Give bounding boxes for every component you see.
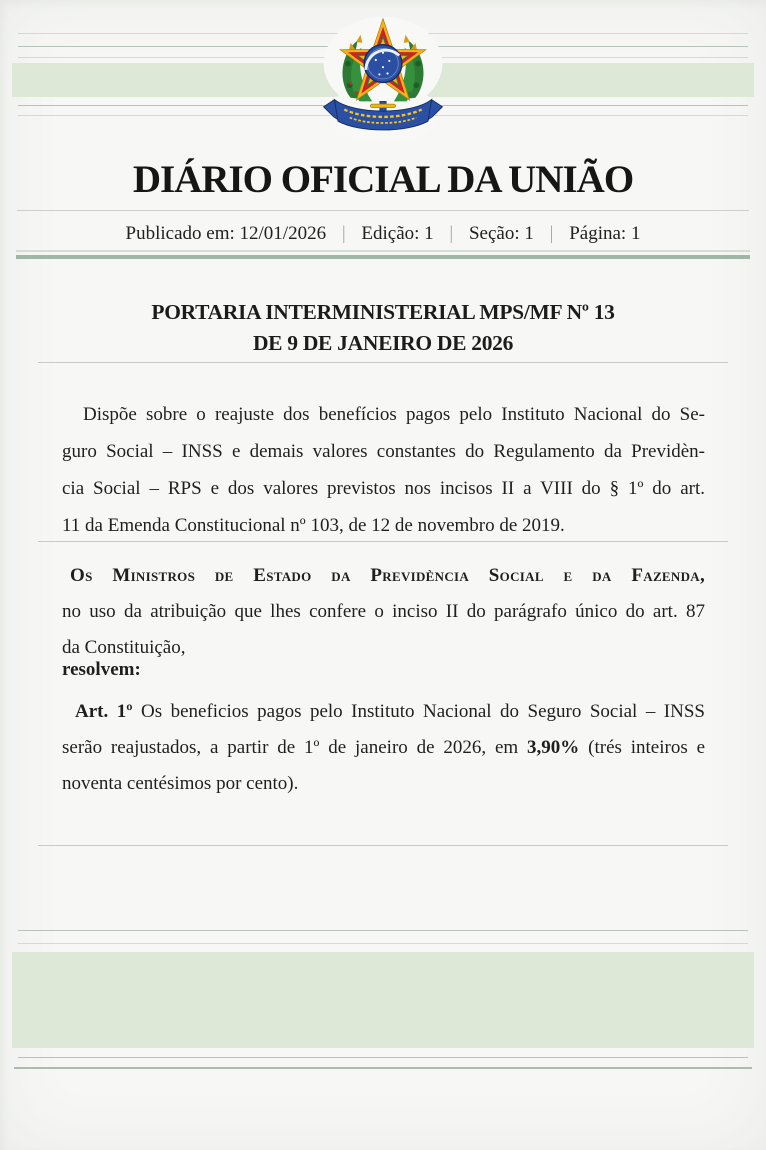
article1-lead: Art. 1º [75,701,133,722]
footer-pattern-line [18,1057,748,1058]
document-title-line2: DE 9 DE JANEIRO DE 2026 [252,331,514,355]
article1-paragraph [62,694,705,802]
section-value: 1 [524,223,534,244]
preamble-line [62,558,705,594]
ementa-line: guro Social – INSS e demais valores constantes do Regulamento da Previdèn- [62,441,705,462]
published-date: 12/01/2026 [239,223,327,244]
article1-line [62,694,705,730]
preamble-line: no uso da atribuição que lhes confere o inciso II do parágrafo único do art. 87 [62,601,705,622]
title-rule [38,362,728,363]
ministers-smallcaps: Os Ministros de Estado da Previdència Social e da Fazenda, [70,565,705,586]
preamble-paragraph [62,558,705,666]
document-title [0,297,766,359]
preamble-line: da Constituição, [62,637,186,658]
end-rule [38,845,728,846]
header-divider-pale [16,250,750,252]
publication-info [0,220,766,248]
ementa-line: Dispõe sobre o reajuste dos benefícios pagos pelo Instituto Nacional do Se- [83,404,705,425]
separator-bar: | [549,223,554,244]
edition-label: Edição: [361,223,420,244]
article1-line1-text: Os beneficios pagos pelo Instituto Nacional do Seguro Social – INSS [132,701,705,722]
article1-line [62,730,705,766]
adjustment-percentage: 3,90% [527,737,580,758]
footer-pattern-line [18,943,748,944]
footer-pattern-line [18,930,748,931]
footer-green-band [12,952,754,1048]
page-label: Página: [569,223,627,244]
article1-line2-pre: serão reajustados, a partir de 1º de janeiro de 2026, em [62,737,528,758]
document-title-line1: PORTARIA INTERMINISTERIAL MPS/MF Nº 13 [151,300,615,324]
separator-bar: | [449,223,454,244]
ementa-paragraph [62,396,705,544]
brazil-coat-of-arms-icon [320,16,446,145]
published-label: Publicado em: [125,223,235,244]
ementa-line: cia Social – RPS e dos valores previstos nos incisos II a VIII do § 1º do art. [62,478,705,499]
ementa-line: 11 da Emenda Constitucional nº 103, de 12 de novembro de 2019. [62,515,565,536]
page-value: 1 [630,223,641,244]
resolve-word: resolvem: [62,659,141,680]
masthead-title: DIÁRIO OFICIAL DA UNIÃO [132,158,634,201]
article1-line2-post: (trés inteiros e [579,737,705,758]
article1-line: noventa centésimos por cento). [62,773,299,794]
footer-bottom-rule [14,1067,752,1069]
masthead-rule [17,210,749,211]
section-label: Seção: [468,223,520,244]
section-rule [38,541,728,542]
separator-bar: | [341,223,346,244]
header-divider-thick [16,255,750,259]
edition-value: 1 [424,223,434,244]
